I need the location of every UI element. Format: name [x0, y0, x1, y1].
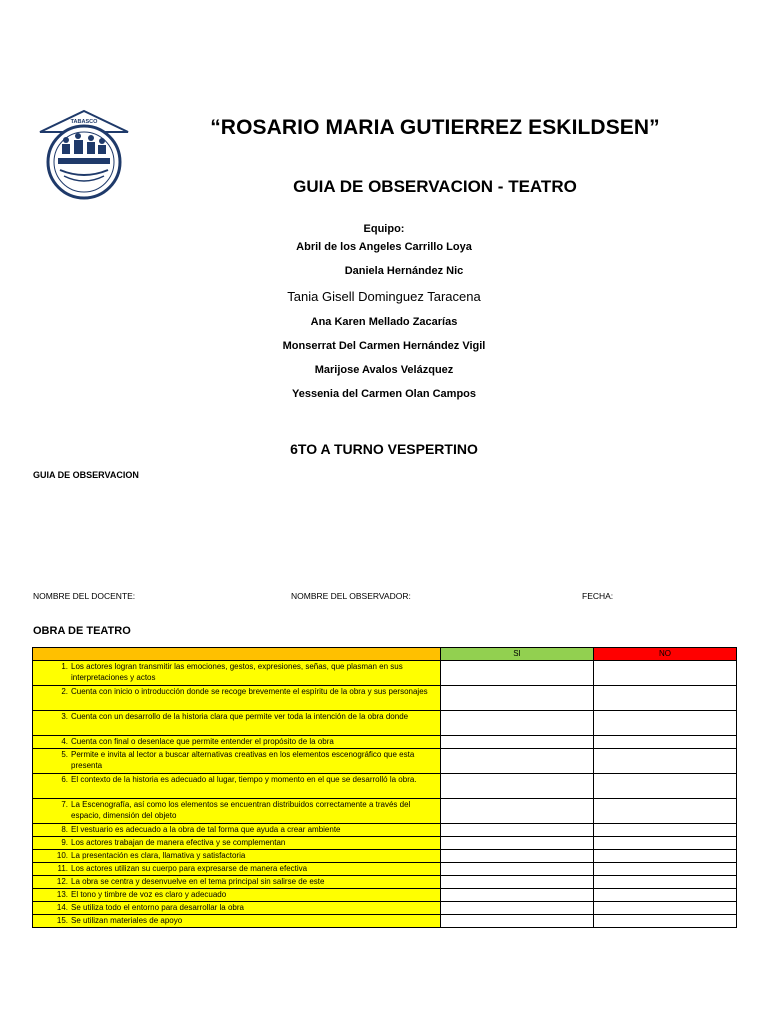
table-title: OBRA DE TEATRO [33, 625, 131, 637]
criterion-cell [33, 901, 441, 914]
criterion-text: La obra se centra y desenvuelve en el tema principal sin salirse de este [71, 876, 325, 886]
no-check-cell[interactable] [594, 823, 737, 836]
criterion-text: La Escenografía, así como los elementos se encuentran distribuidos correctamente a través del espacio, dimensión del objeto [71, 799, 411, 820]
criterion-cell [33, 773, 441, 798]
yes-check-cell[interactable] [441, 735, 594, 748]
criterion-number: 2. [61, 686, 68, 696]
yes-check-cell[interactable] [441, 914, 594, 927]
criterion-text: Permite e invita al lector a buscar alternativas creativas en los elementos escenográfico que esta presenta [71, 749, 415, 770]
no-check-cell[interactable] [594, 798, 737, 823]
teacher-field-label: NOMBRE DEL DOCENTE: [33, 591, 136, 601]
yes-check-cell[interactable] [441, 849, 594, 862]
table-row [33, 798, 737, 823]
yes-check-cell[interactable] [441, 875, 594, 888]
criterion-cell [33, 888, 441, 901]
criterion-cell [33, 823, 441, 836]
criterion-cell [33, 914, 441, 927]
table-row [33, 823, 737, 836]
document-subtitle: GUIA DE OBSERVACION - TEATRO [293, 177, 577, 196]
table-row [33, 836, 737, 849]
no-check-cell[interactable] [594, 710, 737, 735]
no-check-cell[interactable] [594, 849, 737, 862]
criterion-text: Se utiliza todo el entorno para desarrollar la obra [71, 902, 244, 912]
yes-check-cell[interactable] [441, 862, 594, 875]
criterion-cell [33, 798, 441, 823]
table-row [33, 735, 737, 748]
school-seal-logo [36, 108, 132, 202]
no-check-cell[interactable] [594, 914, 737, 927]
criterion-text: El tono y timbre de voz es claro y adecuado [71, 889, 227, 899]
criterion-cell [33, 748, 441, 773]
table-row [33, 685, 737, 710]
no-check-cell[interactable] [594, 735, 737, 748]
criterion-cell [33, 660, 441, 685]
team-member: Tania Gisell Dominguez Taracena [287, 289, 481, 304]
criterion-cell [33, 849, 441, 862]
criterion-text: Los actores utilizan su cuerpo para expresarse de manera efectiva [71, 863, 308, 873]
criterion-number: 13. [56, 889, 68, 899]
criterion-text: El vestuario es adecuado a la obra de tal forma que ayuda a crear ambiente [71, 824, 341, 834]
team-member: Daniela Hernández Nic [344, 265, 464, 277]
yes-check-cell[interactable] [441, 660, 594, 685]
yes-check-cell[interactable] [441, 798, 594, 823]
no-check-cell[interactable] [594, 901, 737, 914]
no-check-cell[interactable] [594, 685, 737, 710]
no-check-cell[interactable] [594, 875, 737, 888]
team-member: Monserrat Del Carmen Hernández Vigil [282, 340, 486, 352]
table-row [33, 710, 737, 735]
yes-check-cell[interactable] [441, 710, 594, 735]
criterion-cell [33, 862, 441, 875]
team-label: Equipo: [363, 223, 405, 235]
criterion-text: La presentación es clara, llamativa y satisfactoria [71, 850, 246, 860]
observation-table [32, 647, 737, 928]
criterion-number: 9. [61, 837, 68, 847]
table-row [33, 660, 737, 685]
criterion-text: Se utilizan materiales de apoyo [71, 915, 183, 925]
criterion-text: Cuenta con final o desenlace que permite entender el propósito de la obra [71, 736, 334, 746]
yes-check-cell[interactable] [441, 888, 594, 901]
group-shift: 6TO A TURNO VESPERTINO [290, 441, 478, 457]
criterion-number: 14. [56, 902, 68, 912]
criterion-text: Cuenta con un desarrollo de la historia clara que permite ver toda la intención de la obra donde [71, 711, 409, 721]
table-row [33, 862, 737, 875]
criterion-text: Cuenta con inicio o introducción donde se recoge brevemente el espíritu de la obra y sus personajes [71, 686, 428, 696]
table-row [33, 748, 737, 773]
criterion-text: El contexto de la historia es adecuado al lugar, tiempo y momento en el que se desarrolló la obra. [71, 774, 417, 784]
criterion-cell [33, 836, 441, 849]
yes-check-cell[interactable] [441, 773, 594, 798]
criterion-number: 8. [61, 824, 68, 834]
table-row [33, 901, 737, 914]
criterion-text: Los actores trabajan de manera efectiva y se complementan [71, 837, 286, 847]
team-member: Abril de los Angeles Carrillo Loya [296, 241, 472, 253]
table-row [33, 875, 737, 888]
criterion-cell [33, 735, 441, 748]
criterion-text: Los actores logran transmitir las emociones, gestos, expresiones, señas, que plasman en sus interpretaciones y actos [71, 661, 403, 682]
table-row [33, 888, 737, 901]
criterion-cell [33, 875, 441, 888]
team-member: Ana Karen Mellado Zacarías [310, 316, 458, 328]
section-label: GUIA DE OBSERVACION [33, 470, 139, 480]
svg-text:TABASCO: TABASCO [70, 119, 98, 125]
no-check-cell[interactable] [594, 836, 737, 849]
criterion-number: 12. [56, 876, 68, 886]
yes-column-header: SI [441, 648, 594, 661]
criterion-number: 5. [61, 749, 68, 759]
yes-check-cell[interactable] [441, 901, 594, 914]
team-member: Yessenia del Carmen Olan Campos [291, 388, 477, 400]
no-check-cell[interactable] [594, 660, 737, 685]
table-row [33, 849, 737, 862]
yes-check-cell[interactable] [441, 748, 594, 773]
no-check-cell[interactable] [594, 748, 737, 773]
team-member: Marijose Avalos Velázquez [314, 364, 454, 376]
yes-check-cell[interactable] [441, 685, 594, 710]
criterion-number: 10. [56, 850, 68, 860]
no-check-cell[interactable] [594, 888, 737, 901]
yes-check-cell[interactable] [441, 836, 594, 849]
date-field-label: FECHA: [582, 591, 614, 601]
observer-field-label: NOMBRE DEL OBSERVADOR: [291, 591, 411, 601]
criterion-number: 7. [61, 799, 68, 809]
no-column-header: NO [594, 648, 737, 661]
yes-check-cell[interactable] [441, 823, 594, 836]
criterion-cell [33, 710, 441, 735]
criterion-number: 3. [61, 711, 68, 721]
criterion-number: 6. [61, 774, 68, 784]
school-name: “ROSARIO MARIA GUTIERREZ ESKILDSEN” [210, 116, 660, 139]
criterion-number: 11. [57, 863, 68, 873]
no-check-cell[interactable] [594, 773, 737, 798]
no-check-cell[interactable] [594, 862, 737, 875]
criterion-number: 15. [56, 915, 68, 925]
criterion-number: 4. [61, 736, 68, 746]
criterion-number: 1. [61, 661, 68, 671]
table-row [33, 914, 737, 927]
table-row [33, 773, 737, 798]
criteria-header [33, 648, 441, 661]
criterion-cell [33, 685, 441, 710]
